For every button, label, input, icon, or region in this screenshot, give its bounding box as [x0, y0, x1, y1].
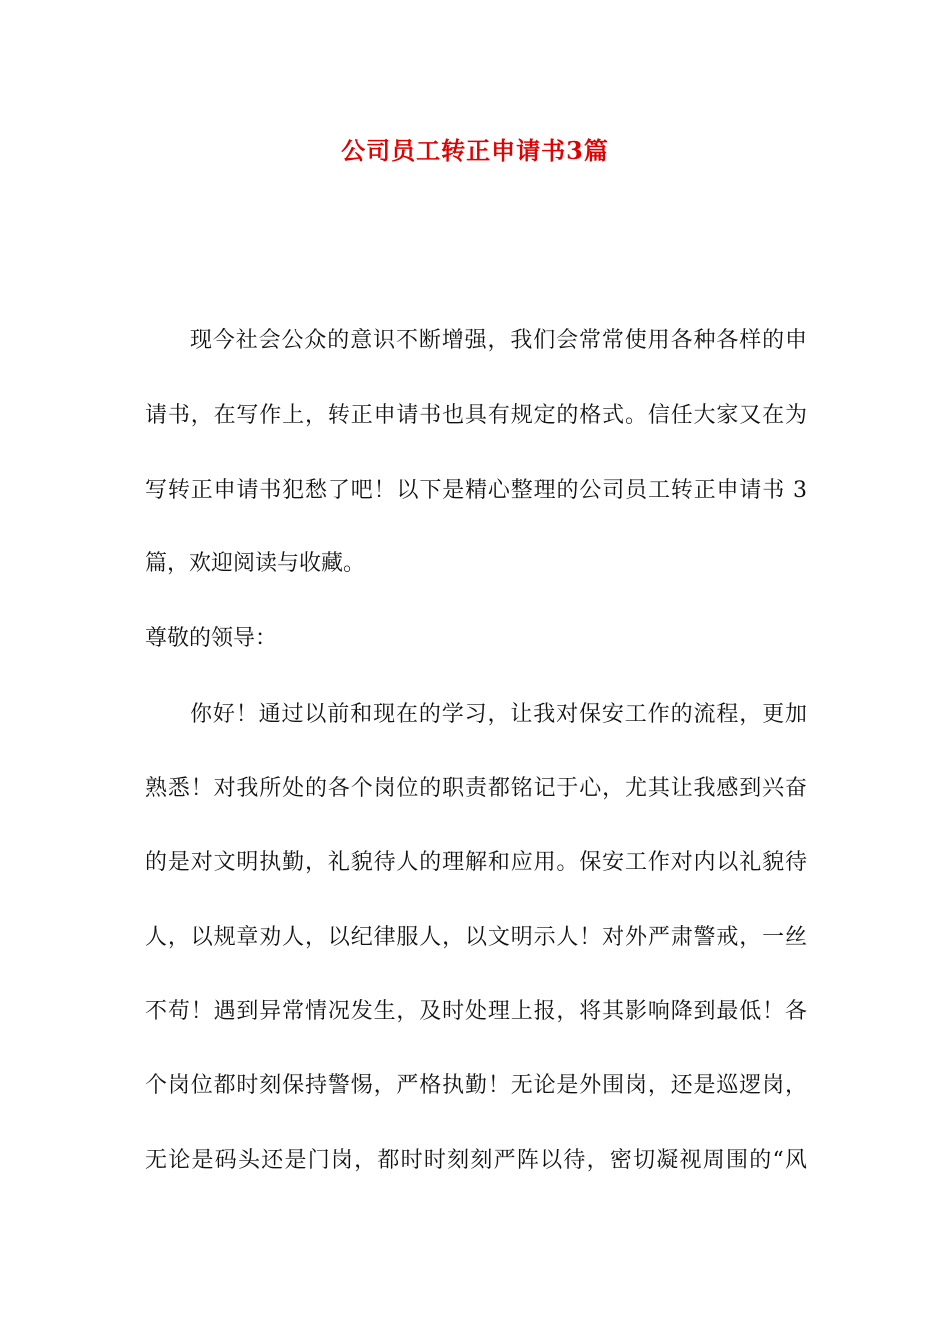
paragraph-line: 不苟！遇到异常情况发生，及时处理上报，将其影响降到最低！各 [145, 999, 807, 1024]
paragraph-line: 篇，欢迎阅读与收藏。 [145, 551, 366, 576]
paragraph-line: 人，以规章劝人，以纪律服人，以文明示人！对外严肃警戒，一丝 [145, 925, 807, 950]
paragraph-line: 写转正申请书犯愁了吧！以下是精心整理的公司员工转正申请书 3 [145, 478, 807, 503]
paragraph-line: 的是对文明执勤，礼貌待人的理解和应用。保安工作对内以礼貌待 [145, 850, 807, 875]
paragraph-line: 熟悉！对我所处的各个岗位的职责都铭记于心，尤其让我感到兴奋 [145, 776, 807, 801]
salutation: 尊敬的领导： [145, 626, 278, 651]
paragraph-line: 你好！通过以前和现在的学习，让我对保安工作的流程，更加 [190, 702, 807, 727]
paragraph-line: 个岗位都时刻保持警惕，严格执勤！无论是外围岗，还是巡逻岗， [145, 1073, 807, 1098]
paragraph-line: 现今社会公众的意识不断增强，我们会常常使用各种各样的申 [190, 328, 807, 353]
paragraph-line: 无论是码头还是门岗，都时时刻刻严阵以待，密切凝视周围的“风 [145, 1148, 807, 1173]
paragraph-line: 请书，在写作上，转正申请书也具有规定的格式。信任大家又在为 [145, 403, 807, 428]
document-title: 公司员工转正申请书3篇 [341, 136, 609, 165]
